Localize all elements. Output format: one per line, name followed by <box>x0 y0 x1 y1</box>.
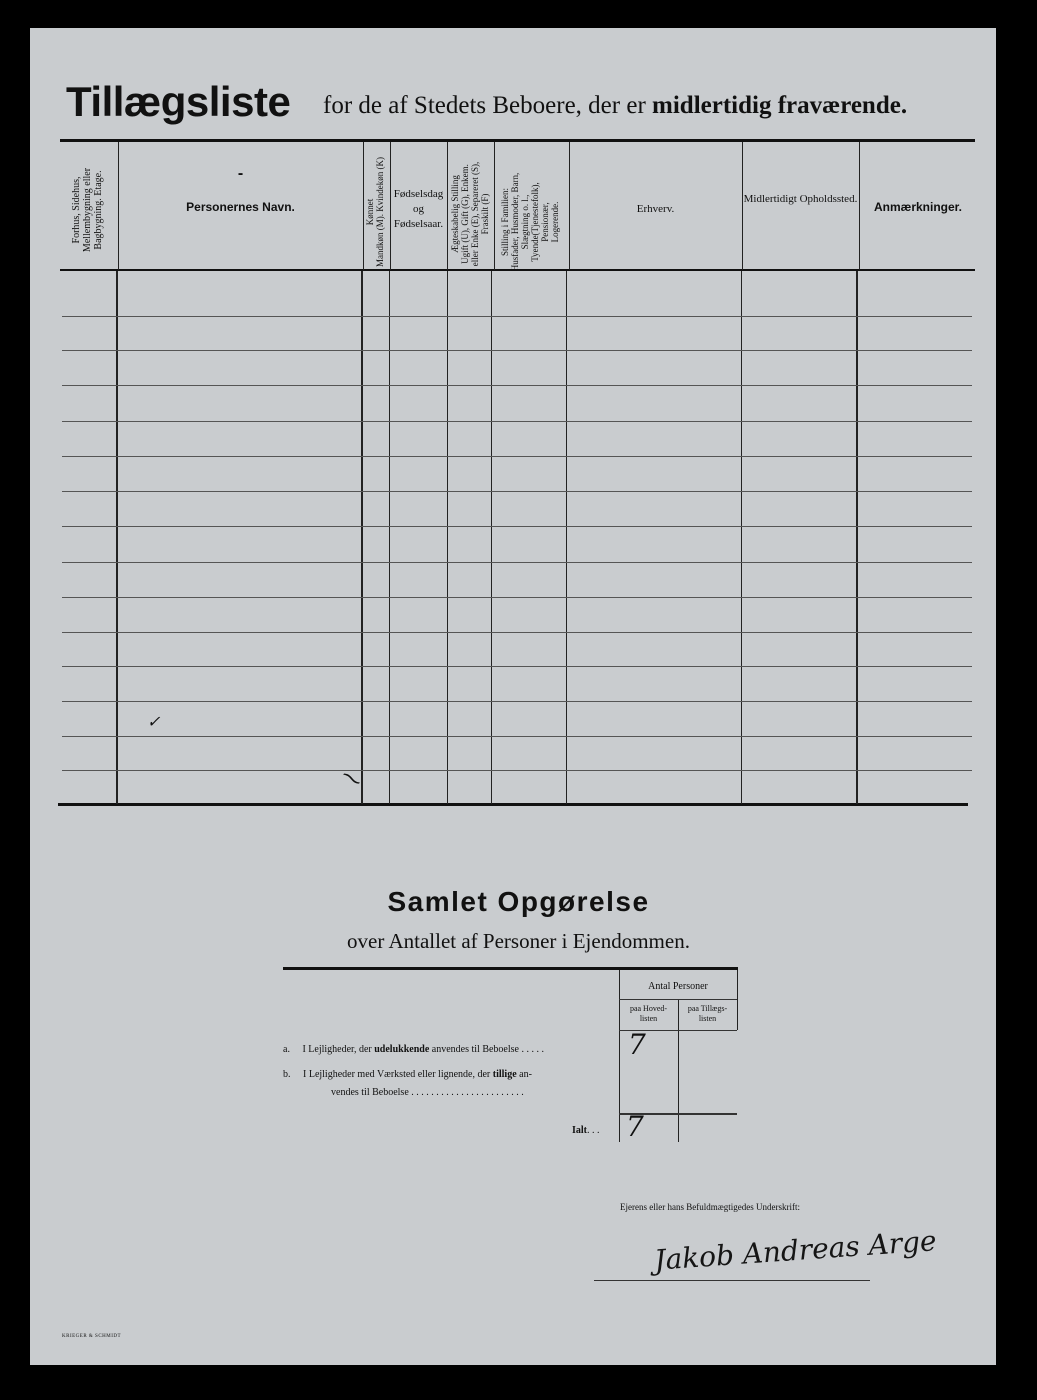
printer-imprint: KRIEGER & SCHMIDT <box>62 1334 122 1339</box>
row-b-marker: b. <box>283 1069 291 1080</box>
col-sep <box>363 142 364 270</box>
col-sep <box>494 142 495 270</box>
header-family-position: Stilling i Familien: Husfader, Husmoder, Barn, Slægtning o. l., Tyende(Tjenestefolk), Pensionær, Logerende. <box>500 172 560 272</box>
form-title: Tillægsliste <box>66 78 291 125</box>
subtitle-plain: for de af Stedets Beboere, der er <box>323 92 646 119</box>
col-sep <box>447 142 448 270</box>
signature-label: Ejerens eller hans Befuldmægtigedes Underskrift: <box>620 1202 800 1212</box>
row-a-marker: a. <box>283 1044 290 1055</box>
header-sex: Kønnet Mandkøn (M). Kvindekøn (K) <box>365 157 385 267</box>
header-marital: Ægteskabelig Stilling Ugift (U), Gift (G), Enkem. eller Enke (E), Separeret (S), Fraskilt (F) <box>450 161 490 267</box>
header-birth: Fødselsdag og Fødselsaar. <box>393 188 444 230</box>
signature: Jakob Andreas Arge <box>653 1224 938 1277</box>
total-count: 7 <box>626 1110 644 1143</box>
table-bottom-rule <box>58 803 968 806</box>
table-row <box>62 632 972 633</box>
summary-title: Samlet Opgørelse <box>387 886 650 917</box>
row-b-text: I Lejligheder med Værksted eller lignende, der <box>303 1069 491 1080</box>
header-remarks: Anmærkninger. <box>873 200 963 214</box>
summary-row-b-cont: vendes til Beboelse . . . . . . . . . . . . . . . . . . . . . . . <box>331 1087 524 1098</box>
check-mark: ⁓ <box>336 762 368 794</box>
table-row <box>62 666 972 667</box>
row-a-bold: udelukkende <box>374 1044 430 1055</box>
table-row <box>62 736 972 737</box>
header-occupation: Erhverv. <box>636 203 675 215</box>
table-row <box>62 316 972 317</box>
table-row <box>62 597 972 598</box>
table-row <box>62 526 972 527</box>
row-a-count: 7 <box>628 1028 646 1061</box>
table-row <box>62 701 972 702</box>
summary-col-sep <box>619 970 620 1142</box>
summary-col-sep <box>737 970 738 1030</box>
table-row <box>62 421 972 422</box>
total-label: Ialt <box>572 1125 587 1136</box>
header-names: Personernes Navn. <box>186 200 295 214</box>
signature-line <box>594 1280 870 1281</box>
header-names-dash: - <box>237 165 244 182</box>
table-top-rule <box>60 139 975 142</box>
form-subtitle <box>323 92 907 120</box>
summary-count-header: Antal Personer <box>648 981 708 992</box>
row-a-text-end: anvendes til Beboelse . . . . . <box>431 1044 544 1055</box>
table-row <box>62 562 972 563</box>
row-a-text: I Lejligheder, der <box>302 1044 372 1055</box>
total-dots: . . . <box>587 1125 600 1136</box>
summary-total-label <box>572 1125 600 1136</box>
summary-subtitle: over Antallet af Personer i Ejendommen. <box>347 929 690 953</box>
subtitle-bold: midlertidig fraværende. <box>652 92 908 119</box>
summary-row-a <box>283 1044 544 1055</box>
summary-col-supplement: paa Tillægs- listen <box>687 1004 728 1023</box>
summary-col-main: paa Hoved- listen <box>629 1004 668 1023</box>
summary-row-b <box>283 1069 532 1080</box>
table-row <box>62 350 972 351</box>
check-mark: ✓ <box>147 712 161 731</box>
table-row <box>62 770 972 771</box>
header-temp-residence: Midlertidigt Opholdssted. <box>743 193 858 205</box>
row-b-bold: tillige <box>492 1069 517 1080</box>
table-row <box>62 456 972 457</box>
summary-top-rule <box>283 967 738 970</box>
table-row <box>62 385 972 386</box>
table-row <box>62 491 972 492</box>
row-b-text-end: an- <box>519 1069 532 1080</box>
summary-row <box>619 999 737 1000</box>
header-building: Forhus, Sidehus, Mellembygning eller Bagbygning. Etage. <box>71 167 104 253</box>
